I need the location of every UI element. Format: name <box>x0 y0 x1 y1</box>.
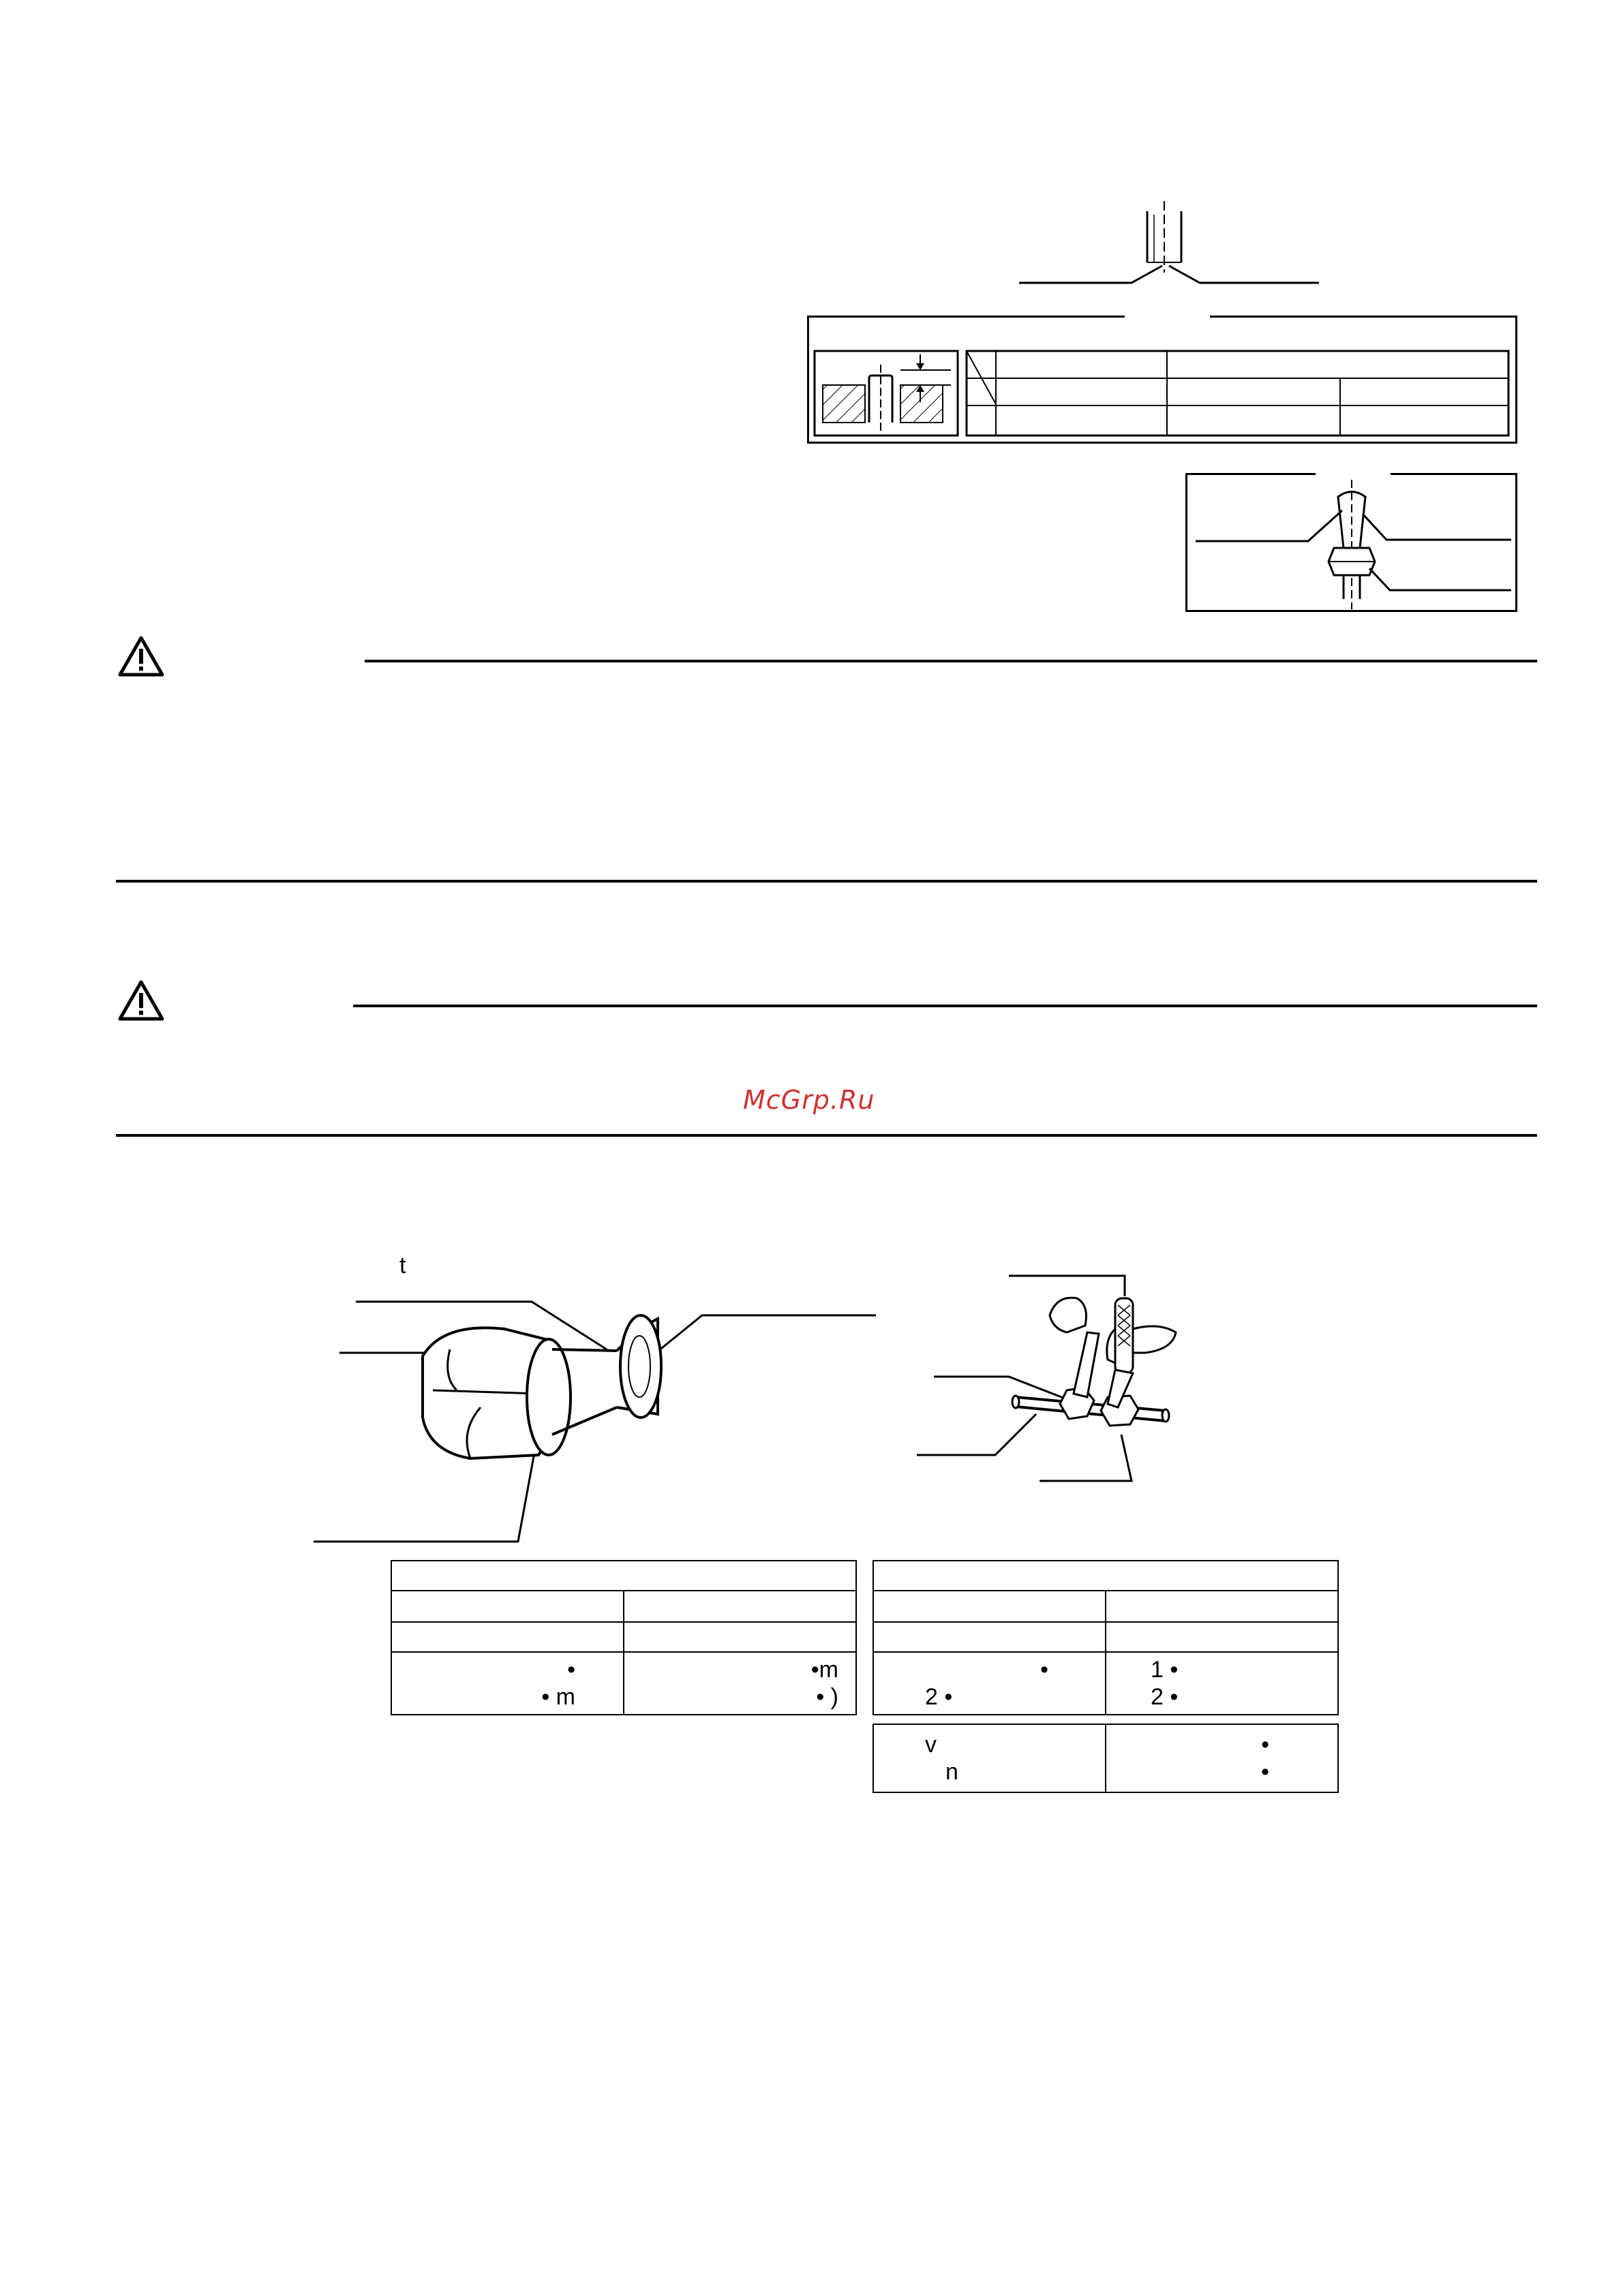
table-cell <box>873 1724 1106 1792</box>
table-cell <box>391 1622 624 1652</box>
cell-line: 1 • <box>1151 1657 1179 1683</box>
table-cell <box>1106 1591 1338 1622</box>
table-cell <box>1106 1652 1338 1715</box>
caution-heading-rule <box>365 660 1537 662</box>
table-cell <box>873 1591 1106 1622</box>
cell-line: • <box>1261 1732 1269 1758</box>
torque-table-right <box>873 1560 1339 1715</box>
section-divider <box>116 1134 1537 1137</box>
table-row <box>873 1561 1338 1591</box>
cell-line: • <box>1261 1759 1269 1785</box>
table-cell <box>1106 1724 1338 1792</box>
two-wrench-tightening-illustration <box>913 1268 1268 1499</box>
table-cell <box>873 1652 1106 1715</box>
section-divider <box>116 880 1537 883</box>
flare-cross-section-diagram <box>815 351 965 440</box>
table-cell <box>873 1622 1106 1652</box>
cell-line: 2 • <box>1151 1684 1179 1710</box>
table-cell <box>391 1591 624 1622</box>
cell-line: • <box>1040 1657 1048 1683</box>
torque-table-left <box>391 1560 857 1715</box>
flare-nut-illustration <box>314 1288 900 1574</box>
warning-icon <box>117 979 165 1022</box>
warning-icon <box>117 635 165 677</box>
watermark-text: McGrp.Ru <box>743 1085 875 1115</box>
table-cell <box>1106 1622 1338 1652</box>
table-cell <box>624 1652 856 1715</box>
flare-callout-label: t <box>399 1253 406 1279</box>
caution-heading-rule <box>353 1005 1537 1007</box>
cell-line: n <box>945 1759 958 1785</box>
table-cell <box>391 1652 624 1715</box>
cell-line: • m <box>541 1684 575 1710</box>
torque-table-right-extra <box>873 1724 1339 1793</box>
table-cell <box>624 1591 856 1622</box>
table-row <box>391 1561 856 1591</box>
flare-nut-diagram <box>1185 473 1519 616</box>
flare-box-gap <box>1125 312 1210 320</box>
cell-line: •m <box>810 1657 838 1683</box>
cell-line: • <box>567 1657 575 1683</box>
table-cell <box>624 1622 856 1652</box>
cell-line: 2 • <box>925 1684 953 1710</box>
cell-line: • ) <box>816 1684 838 1710</box>
cell-line: v <box>925 1732 937 1758</box>
flare-dimension-table <box>967 350 1512 438</box>
